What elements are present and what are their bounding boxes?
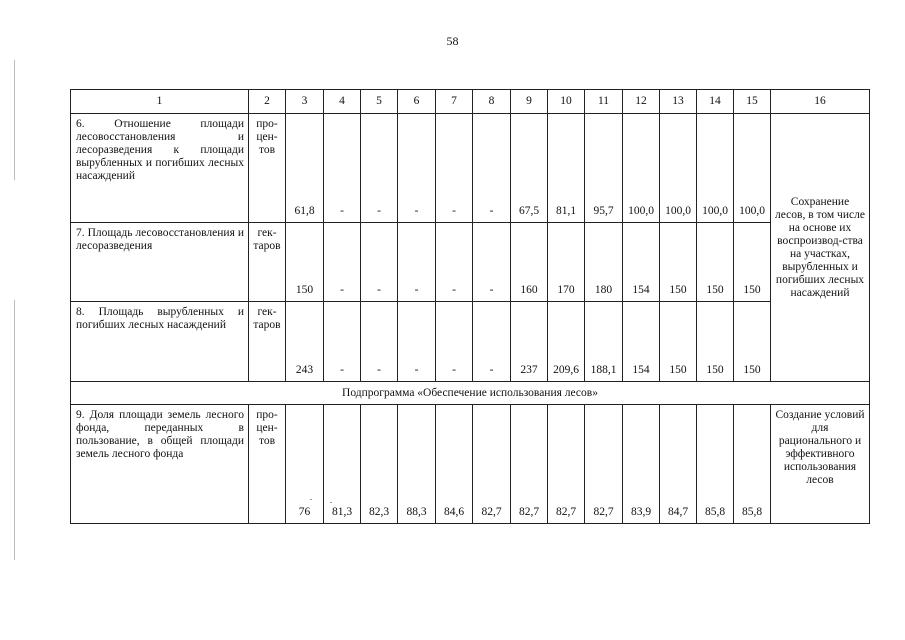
value-cell: 170 [548, 223, 585, 302]
value-cell: - [324, 114, 361, 223]
column-number: 3 [286, 90, 324, 114]
value-cell: 100,0 [660, 114, 697, 223]
value-cell: - [324, 302, 361, 382]
column-number: 15 [734, 90, 771, 114]
value-cell: 85,8 [697, 405, 734, 524]
column-number: 6 [398, 90, 436, 114]
table-row [71, 114, 870, 223]
value-cell: - [473, 302, 511, 382]
indicator-name: 8. Площадь вырубленных и погибших лесных насаждений [71, 302, 249, 382]
unit-cell: про-цен-тов [249, 114, 286, 223]
value-cell: - [473, 114, 511, 223]
column-number: 4 [324, 90, 361, 114]
value-cell: 180 [585, 223, 623, 302]
scan-speck [310, 499, 312, 500]
value-cell: - [436, 223, 473, 302]
column-number: 7 [436, 90, 473, 114]
value-cell: 82,7 [548, 405, 585, 524]
column-number: 1 [71, 90, 249, 114]
value-cell: 84,6 [436, 405, 473, 524]
value-cell: 82,3 [361, 405, 398, 524]
table-row [71, 405, 870, 524]
column-number: 11 [585, 90, 623, 114]
note-cell: Сохранение лесов, в том числе на основе их воспроизвод-ства на участках, вырубленных и погибших лесных насаждений [771, 114, 870, 382]
scan-edge-mark [14, 300, 15, 560]
value-cell: 243 [286, 302, 324, 382]
indicators-table [70, 89, 870, 524]
table-row [71, 223, 870, 302]
value-cell: - [398, 114, 436, 223]
column-number: 5 [361, 90, 398, 114]
column-number: 9 [511, 90, 548, 114]
column-number: 13 [660, 90, 697, 114]
value-cell: 154 [623, 302, 660, 382]
value-cell: 150 [734, 302, 771, 382]
column-number: 14 [697, 90, 734, 114]
note-cell: Создание условий для рационального и эффективного использования лесов [771, 405, 870, 524]
value-cell: 76 [286, 405, 324, 524]
value-cell: 84,7 [660, 405, 697, 524]
column-number: 10 [548, 90, 585, 114]
value-cell: 100,0 [734, 114, 771, 223]
value-cell: 82,7 [511, 405, 548, 524]
value-cell: 81,1 [548, 114, 585, 223]
value-cell: 150 [660, 302, 697, 382]
column-number: 8 [473, 90, 511, 114]
value-cell: - [436, 302, 473, 382]
column-number: 16 [771, 90, 870, 114]
indicator-name: 6. Отношение площади лесовосстановления и лесоразведения к площади вырубленных и погибших лесных насаждений [71, 114, 249, 223]
column-number: 12 [623, 90, 660, 114]
page-number: 58 [446, 34, 459, 48]
value-cell: 82,7 [585, 405, 623, 524]
indicator-name: 7. Площадь лесовосстановления и лесоразведения [71, 223, 249, 302]
value-cell: 100,0 [697, 114, 734, 223]
column-number-row [71, 90, 870, 114]
value-cell: - [361, 114, 398, 223]
value-cell: 82,7 [473, 405, 511, 524]
scan-speck [330, 502, 332, 503]
value-cell: - [361, 302, 398, 382]
value-cell: - [398, 302, 436, 382]
subprogram-row [71, 382, 870, 405]
value-cell: 61,8 [286, 114, 324, 223]
value-cell: 209,6 [548, 302, 585, 382]
value-cell: 67,5 [511, 114, 548, 223]
value-cell: 188,1 [585, 302, 623, 382]
value-cell: 150 [697, 223, 734, 302]
value-cell: - [473, 223, 511, 302]
table-row [71, 302, 870, 382]
unit-cell: гек-таров [249, 223, 286, 302]
indicator-name: 9. Доля площади земель лесного фонда, переданных в пользование, в общей площади земель лесного фонда [71, 405, 249, 524]
value-cell: - [361, 223, 398, 302]
value-cell: 150 [697, 302, 734, 382]
value-cell: - [324, 223, 361, 302]
value-cell: 88,3 [398, 405, 436, 524]
unit-cell: про-цен-тов [249, 405, 286, 524]
subprogram-title: Подпрограмма «Обеспечение использования лесов» [71, 382, 870, 405]
value-cell: 100,0 [623, 114, 660, 223]
value-cell: 150 [660, 223, 697, 302]
scan-edge-mark [14, 60, 15, 180]
value-cell: - [436, 114, 473, 223]
value-cell: 85,8 [734, 405, 771, 524]
value-cell: 81,3 [324, 405, 361, 524]
value-cell: 237 [511, 302, 548, 382]
value-cell: 160 [511, 223, 548, 302]
value-cell: 95,7 [585, 114, 623, 223]
value-cell: 83,9 [623, 405, 660, 524]
value-cell: 150 [734, 223, 771, 302]
value-cell: 154 [623, 223, 660, 302]
unit-cell: гек-таров [249, 302, 286, 382]
column-number: 2 [249, 90, 286, 114]
value-cell: 150 [286, 223, 324, 302]
value-cell: - [398, 223, 436, 302]
